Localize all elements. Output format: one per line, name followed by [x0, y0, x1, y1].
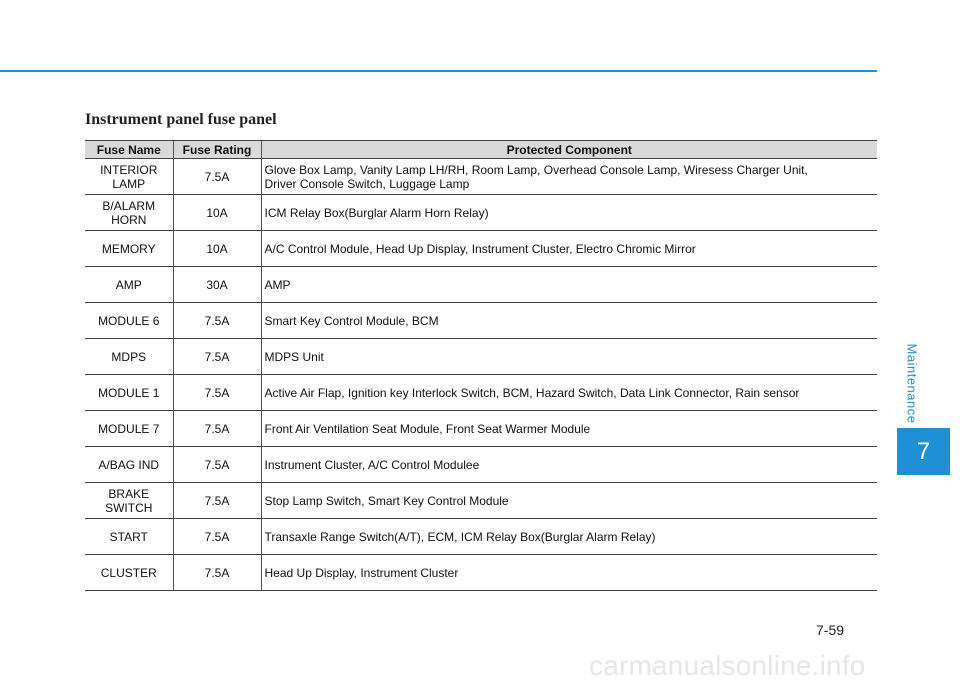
section-title: Instrument panel fuse panel — [85, 111, 277, 128]
fuse-rating-cell: 7.5A — [173, 339, 261, 375]
fuse-rating-cell: 10A — [173, 195, 261, 231]
fuse-rating-cell: 10A — [173, 231, 261, 267]
table-row — [85, 195, 877, 231]
protected-component-cell-line: Glove Box Lamp, Vanity Lamp LH/RH, Room Lamp, Overhead Console Lamp, Wiresess Charger Unit, — [264, 162, 808, 177]
chapter-label: Maintenance — [904, 343, 920, 423]
protected-component-cell — [261, 447, 877, 483]
table-row — [85, 159, 877, 195]
column-header-fuse-name: Fuse Name — [85, 141, 173, 159]
protected-component-cell — [261, 375, 877, 411]
header-rule — [0, 70, 877, 72]
fuse-rating-cell: 7.5A — [173, 483, 261, 519]
protected-component-cell — [261, 231, 877, 267]
fuse-rating-cell: 7.5A — [173, 303, 261, 339]
protected-component-cell — [261, 195, 877, 231]
table-row — [85, 375, 877, 411]
fuse-name-cell — [85, 339, 173, 375]
fuse-name-cell — [85, 231, 173, 267]
page-number: 7-59 — [816, 622, 845, 638]
column-header-fuse-rating: Fuse Rating — [173, 141, 261, 159]
fuse-name-cell-line: BRAKE — [108, 486, 150, 501]
fuse-name-cell-line: A/BAG IND — [98, 457, 160, 472]
protected-component-cell — [261, 303, 877, 339]
fuse-name-cell — [85, 159, 173, 195]
fuse-name-cell-line: MODULE 1 — [98, 385, 160, 400]
fuse-name-cell-line: LAMP — [112, 176, 146, 191]
fuse-name-cell-line: AMP — [115, 277, 142, 292]
fuse-name-cell-line: MEMORY — [101, 241, 156, 256]
fuse-name-cell — [85, 303, 173, 339]
protected-component-cell-line: Active Air Flap, Ignition key Interlock Switch, BCM, Hazard Switch, Data Link Connector, Rain sensor — [264, 385, 800, 400]
fuse-rating-cell: 7.5A — [173, 159, 261, 195]
protected-component-cell-line: Stop Lamp Switch, Smart Key Control Module — [264, 493, 509, 508]
protected-component-cell-line: Head Up Display, Instrument Cluster — [264, 565, 459, 580]
fuse-rating-cell: 7.5A — [173, 375, 261, 411]
protected-component-cell — [261, 267, 877, 303]
fuse-name-cell-line: MODULE 6 — [98, 313, 160, 328]
fuse-name-cell-line: MDPS — [111, 349, 147, 364]
table-row — [85, 267, 877, 303]
fuse-name-cell-line: SWITCH — [105, 500, 153, 515]
fuse-name-cell — [85, 411, 173, 447]
protected-component-cell — [261, 555, 877, 591]
table-row — [85, 411, 877, 447]
fuse-name-cell — [85, 447, 173, 483]
protected-component-cell — [261, 159, 877, 195]
fuse-rating-cell: 7.5A — [173, 447, 261, 483]
table-row — [85, 231, 877, 267]
fuse-name-cell — [85, 375, 173, 411]
protected-component-cell-line: Driver Console Switch, Luggage Lamp — [264, 176, 470, 191]
protected-component-cell-line: ICM Relay Box(Burglar Alarm Horn Relay) — [264, 205, 489, 220]
fuse-table-body — [85, 159, 877, 591]
protected-component-cell-line: A/C Control Module, Head Up Display, Instrument Cluster, Electro Chromic Mirror — [264, 241, 696, 256]
chapter-tab — [897, 428, 950, 475]
table-header-row — [85, 141, 877, 159]
fuse-name-cell-line: HORN — [111, 212, 147, 227]
fuse-name-cell-line: INTERIOR — [100, 162, 158, 177]
fuse-rating-cell: 7.5A — [173, 411, 261, 447]
table-row — [85, 483, 877, 519]
table-row — [85, 555, 877, 591]
table-row — [85, 339, 877, 375]
fuse-name-cell — [85, 195, 173, 231]
protected-component-cell-line: Instrument Cluster, A/C Control Modulee — [264, 457, 480, 472]
protected-component-cell — [261, 483, 877, 519]
table-row — [85, 303, 877, 339]
fuse-name-cell-line: MODULE 7 — [98, 421, 160, 436]
fuse-name-cell — [85, 483, 173, 519]
fuse-table — [85, 140, 877, 591]
protected-component-cell — [261, 411, 877, 447]
fuse-name-cell — [85, 519, 173, 555]
fuse-name-cell-line: START — [109, 529, 148, 544]
protected-component-cell-line: Front Air Ventilation Seat Module, Front Seat Warmer Module — [264, 421, 591, 436]
table-row — [85, 447, 877, 483]
table-row — [85, 519, 877, 555]
protected-component-cell-line: Smart Key Control Module, BCM — [264, 313, 439, 328]
protected-component-cell-line: Transaxle Range Switch(A/T), ECM, ICM Relay Box(Burglar Alarm Relay) — [264, 529, 656, 544]
watermark: carmanualsonline.info — [589, 650, 866, 681]
protected-component-cell — [261, 519, 877, 555]
chapter-number: 7 — [916, 437, 931, 465]
protected-component-cell — [261, 339, 877, 375]
protected-component-cell-line: MDPS Unit — [264, 349, 324, 364]
fuse-name-cell-line: CLUSTER — [100, 565, 157, 580]
fuse-rating-cell: 7.5A — [173, 555, 261, 591]
fuse-name-cell — [85, 555, 173, 591]
fuse-rating-cell: 30A — [173, 267, 261, 303]
protected-component-cell-line: AMP — [264, 277, 291, 292]
column-header-protected-component: Protected Component — [261, 141, 877, 159]
fuse-rating-cell: 7.5A — [173, 519, 261, 555]
fuse-name-cell — [85, 267, 173, 303]
chapter-side-label — [902, 340, 922, 426]
fuse-name-cell-line: B/ALARM — [102, 198, 156, 213]
